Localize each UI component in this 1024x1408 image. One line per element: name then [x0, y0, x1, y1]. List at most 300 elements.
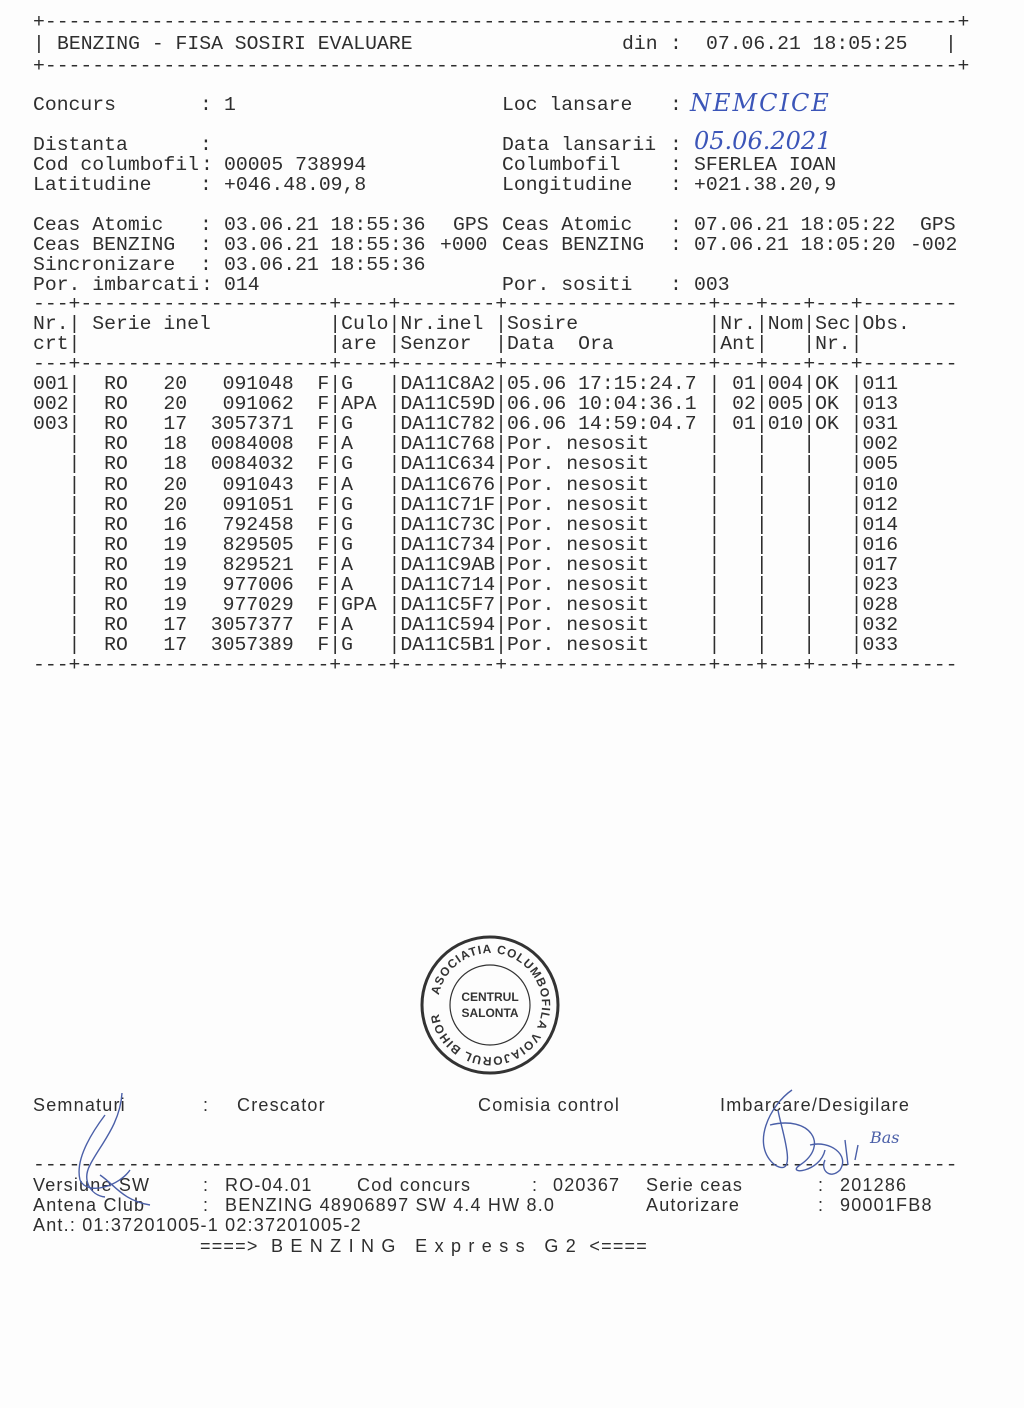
- row-obs: 005: [862, 453, 899, 476]
- column-separator: |: [850, 433, 863, 456]
- row-sex: F: [317, 614, 330, 637]
- row-antenna: 01: [732, 413, 756, 436]
- row-arrival: Por. nesosit: [507, 473, 650, 496]
- colon: :: [670, 154, 682, 176]
- signature-handwritten-text: Bas: [870, 1128, 900, 1147]
- row-year: 20: [163, 373, 188, 395]
- column-separator: |: [495, 453, 507, 476]
- row-arrival: Por. nesosit: [507, 453, 650, 476]
- column-separator: |: [803, 493, 816, 516]
- row-country: RO: [104, 634, 128, 657]
- sincronizare-label: Sincronizare: [33, 254, 176, 276]
- row-arrival: 05.06 17:15:24.7: [507, 373, 697, 395]
- column-separator: |: [68, 453, 81, 476]
- versiune-value: RO-04.01: [225, 1175, 313, 1195]
- row-obs: 028: [862, 594, 899, 617]
- header-nr-ant: Nr.: [720, 313, 756, 335]
- column-separator: |: [329, 533, 342, 556]
- row-sex: F: [317, 413, 330, 436]
- row-arrival: Por. nesosit: [507, 574, 650, 596]
- row-arrival: 06.06 14:59:04.7: [507, 413, 697, 436]
- comisia-control-label: Comisia control: [478, 1095, 621, 1115]
- row-year: 18: [163, 453, 188, 476]
- ceas-atomic-suffix: GPS: [453, 214, 489, 236]
- row-obs: 023: [862, 574, 899, 596]
- column-separator: |: [708, 634, 721, 657]
- column-separator: |: [850, 493, 863, 516]
- row-year: 19: [163, 533, 188, 556]
- column-separator: |: [388, 513, 401, 536]
- column-separator: |: [755, 574, 768, 596]
- column-separator: |: [329, 513, 342, 536]
- row-sex: F: [317, 574, 330, 596]
- ceas-atomic-label: Ceas Atomic: [33, 214, 164, 236]
- latitudine-label: Latitudine: [33, 174, 152, 196]
- colon: :: [200, 134, 212, 156]
- column-separator: |: [495, 553, 507, 576]
- column-separator: |: [850, 313, 863, 335]
- column-separator: |: [388, 373, 401, 395]
- loc-lansare-label: Loc lansare: [502, 94, 633, 116]
- row-country: RO: [104, 493, 128, 516]
- por-imbarcati-value: 014: [224, 274, 260, 296]
- header-nom: Nom: [767, 313, 804, 335]
- column-separator: |: [803, 373, 816, 395]
- colon: :: [532, 1175, 539, 1195]
- row-ring-number: 0084008: [210, 433, 294, 456]
- column-separator: |: [68, 634, 81, 657]
- column-separator: |: [755, 473, 768, 496]
- antena-value: BENZING 48906897 SW 4.4 HW 8.0: [225, 1195, 556, 1215]
- column-separator: |: [329, 333, 342, 355]
- column-separator: |: [495, 413, 507, 436]
- row-color: G: [341, 513, 353, 536]
- signature-imbarcare: [730, 1085, 910, 1195]
- column-separator: |: [495, 594, 507, 617]
- longitudine-label: Longitudine: [502, 174, 633, 196]
- header-serie-inel: Serie inel: [92, 313, 211, 335]
- cod-concurs-label: Cod concurs: [357, 1175, 472, 1195]
- header-nr-inel: Nr.inel: [400, 313, 484, 335]
- row-country: RO: [104, 393, 128, 416]
- data-lansarii-label: Data lansarii: [502, 134, 657, 156]
- row-obs: 031: [862, 413, 899, 436]
- column-separator: |: [329, 553, 342, 576]
- column-separator: |: [850, 553, 863, 576]
- row-sensor: DA11C676: [400, 473, 496, 496]
- column-separator: |: [388, 453, 401, 476]
- row-color: G: [341, 634, 353, 657]
- header-sec: Sec: [815, 313, 851, 335]
- column-separator: |: [68, 553, 81, 576]
- row-arrival: Por. nesosit: [507, 634, 650, 657]
- column-separator: |: [803, 513, 816, 536]
- header-senzor: Senzor: [400, 333, 472, 355]
- column-separator: |: [68, 533, 81, 556]
- row-country: RO: [104, 413, 128, 436]
- column-separator: |: [755, 553, 768, 576]
- column-separator: |: [850, 413, 863, 436]
- row-arrival: Por. nesosit: [507, 493, 650, 516]
- column-separator: |: [755, 393, 768, 416]
- row-sex: F: [317, 634, 330, 657]
- column-separator: |: [388, 634, 401, 657]
- row-color: G: [341, 453, 353, 476]
- row-ring-number: 091048: [222, 373, 294, 395]
- colon: :: [200, 94, 212, 116]
- column-separator: |: [803, 574, 816, 596]
- header-sec-nr: Nr.: [815, 333, 851, 355]
- column-separator: |: [68, 433, 81, 456]
- row-country: RO: [104, 614, 128, 637]
- cod-columbofil-label: Cod columbofil: [33, 154, 199, 176]
- row-year: 20: [163, 393, 188, 416]
- column-separator: |: [803, 313, 816, 335]
- column-separator: |: [68, 313, 81, 335]
- row-obs: 013: [862, 393, 899, 416]
- row-sex: F: [317, 373, 330, 395]
- row-ring-number: 091043: [222, 473, 294, 496]
- colon: :: [200, 214, 212, 236]
- column-separator: |: [68, 393, 81, 416]
- row-color: G: [341, 533, 353, 556]
- row-country: RO: [104, 553, 128, 576]
- row-obs: 012: [862, 493, 899, 516]
- row-year: 20: [163, 493, 188, 516]
- column-separator: |: [708, 413, 721, 436]
- header-sosire: Sosire: [507, 313, 579, 335]
- row-ring-number: 091051: [222, 493, 294, 516]
- row-country: RO: [104, 574, 128, 596]
- header-obs: Obs.: [862, 313, 910, 335]
- row-nr: 003: [33, 413, 69, 436]
- column-separator: |: [850, 453, 863, 476]
- colon: :: [818, 1175, 825, 1195]
- stamp-outer-text: ASOCIATIA COLUMBOFILA VOIAJORUL BIHOR: [427, 941, 554, 1069]
- column-separator: |: [495, 473, 507, 496]
- column-separator: |: [388, 594, 401, 617]
- header-crt: crt: [33, 333, 69, 355]
- column-separator: |: [329, 493, 342, 516]
- row-sensor: DA11C9AB: [400, 553, 496, 576]
- row-antenna: 02: [732, 393, 756, 416]
- row-sex: F: [317, 393, 330, 416]
- row-color: GPA: [341, 594, 377, 617]
- ceas-benzing-label: Ceas BENZING: [502, 234, 645, 256]
- colon: :: [203, 1095, 210, 1115]
- crescator-label: Crescator: [237, 1095, 326, 1115]
- row-sensor: DA11C73C: [400, 513, 496, 536]
- row-arrival: 06.06 10:04:36.1: [507, 393, 697, 416]
- column-separator: |: [495, 433, 507, 456]
- column-separator: |: [329, 614, 342, 637]
- row-color: APA: [341, 393, 377, 416]
- row-country: RO: [104, 594, 128, 617]
- column-separator: |: [755, 493, 768, 516]
- row-antenna: 01: [732, 373, 756, 395]
- column-separator: |: [850, 333, 863, 355]
- column-separator: |: [850, 634, 863, 657]
- colon: :: [200, 234, 212, 256]
- row-sensor: DA11C5B1: [400, 634, 496, 657]
- row-year: 20: [163, 473, 188, 496]
- ceas-benzing-value: 03.06.21 18:55:36: [224, 234, 426, 256]
- row-obs: 017: [862, 553, 899, 576]
- row-year: 17: [163, 614, 188, 637]
- column-separator: |: [495, 393, 507, 416]
- column-separator: |: [329, 373, 342, 395]
- column-separator: |: [388, 533, 401, 556]
- svg-text:ASOCIATIA COLUMBOFILA VOIAJORU: [428, 942, 553, 1068]
- row-sensor: DA11C768: [400, 433, 496, 456]
- column-separator: |: [388, 333, 401, 355]
- column-separator: |: [495, 513, 507, 536]
- row-nom: 010: [767, 413, 804, 436]
- column-separator: |: [803, 553, 816, 576]
- row-ring-number: 091062: [222, 393, 294, 416]
- column-separator: |: [803, 533, 816, 556]
- document-title: BENZING - FISA SOSIRI EVALUARE: [57, 33, 413, 55]
- signature-crescator: [60, 1085, 170, 1215]
- column-separator: |: [850, 373, 863, 395]
- row-year: 19: [163, 594, 188, 617]
- row-color: G: [341, 373, 353, 395]
- column-separator: |: [388, 574, 401, 596]
- row-country: RO: [104, 473, 128, 496]
- colon: :: [201, 274, 213, 296]
- row-ring-number: 977029: [222, 594, 294, 617]
- column-separator: |: [755, 453, 768, 476]
- colon: :: [670, 234, 682, 256]
- row-color: A: [341, 473, 353, 496]
- row-arrival: Por. nesosit: [507, 594, 650, 617]
- row-sex: F: [317, 493, 330, 516]
- column-separator: |: [755, 533, 768, 556]
- column-separator: |: [68, 373, 81, 395]
- column-separator: |: [850, 513, 863, 536]
- column-separator: |: [755, 594, 768, 617]
- colon: :: [670, 274, 682, 296]
- colon: :: [670, 214, 682, 236]
- ceas-benzing-label: Ceas BENZING: [33, 234, 176, 256]
- column-separator: |: [803, 413, 816, 436]
- row-sensor: DA11C59D: [400, 393, 496, 416]
- row-obs: 002: [862, 433, 899, 456]
- row-year: 19: [163, 574, 188, 596]
- column-separator: |: [708, 453, 721, 476]
- row-country: RO: [104, 533, 128, 556]
- row-sensor: DA11C5F7: [400, 594, 496, 617]
- imbarcare-label: Imbarcare/Desigilare: [720, 1095, 911, 1115]
- distanta-label: Distanta: [33, 134, 128, 156]
- row-ring-number: 829521: [222, 553, 294, 576]
- row-obs: 014: [862, 513, 899, 536]
- column-separator: |: [755, 614, 768, 637]
- din-value: 07.06.21 18:05:25: [706, 33, 908, 55]
- column-separator: |: [803, 333, 816, 355]
- column-separator: |: [329, 413, 342, 436]
- row-nom: 004: [767, 373, 804, 395]
- colon: :: [203, 1195, 210, 1215]
- column-separator: |: [68, 594, 81, 617]
- column-separator: |: [68, 333, 81, 355]
- column-separator: |: [329, 634, 342, 657]
- column-separator: |: [495, 533, 507, 556]
- ceas-benzing-suffix: +000: [440, 234, 488, 256]
- por-sositi-value: 003: [694, 274, 730, 296]
- row-country: RO: [104, 453, 128, 476]
- row-obs: 016: [862, 533, 899, 556]
- column-separator: |: [495, 313, 507, 335]
- column-separator: |: [329, 453, 342, 476]
- table-header-border: ---+---------------------+----+--------+-----------------+---+---+---+--------: [33, 353, 958, 375]
- column-separator: |: [803, 634, 816, 657]
- row-nr: 001: [33, 373, 69, 395]
- row-sensor: DA11C714: [400, 574, 496, 596]
- row-arrival: Por. nesosit: [507, 513, 650, 536]
- data-lansarii-handwritten: 05.06.2021: [694, 127, 832, 155]
- benzing-express-banner: ====> B E N Z I N G E x p r e s s G 2 <====: [200, 1236, 648, 1256]
- colon: :: [203, 1175, 210, 1195]
- columbofil-value: SFERLEA IOAN: [694, 154, 837, 176]
- colon: :: [200, 174, 212, 196]
- column-separator: |: [495, 614, 507, 637]
- latitudine-value: +046.48.09,8: [224, 174, 367, 196]
- column-separator: |: [708, 393, 721, 416]
- row-color: G: [341, 413, 353, 436]
- column-separator: |: [708, 533, 721, 556]
- antena-label: Antena Club: [33, 1195, 146, 1215]
- column-separator: |: [708, 333, 721, 355]
- serie-ceas-label: Serie ceas: [646, 1175, 744, 1195]
- ceas-atomic-value: 03.06.21 18:55:36: [224, 214, 426, 236]
- row-color: A: [341, 433, 353, 456]
- table-border-top: ---+---------------------+----+--------+-----------------+---+---+---+--------: [33, 293, 958, 315]
- column-separator: |: [803, 453, 816, 476]
- row-nom: 005: [767, 393, 804, 416]
- column-separator: |: [388, 473, 401, 496]
- row-year: 17: [163, 634, 188, 657]
- colon: :: [818, 1195, 825, 1215]
- column-separator: |: [329, 313, 342, 335]
- header-border-left: |: [33, 33, 45, 55]
- column-separator: |: [495, 574, 507, 596]
- row-ring-number: 3057371: [210, 413, 294, 436]
- row-country: RO: [104, 513, 128, 536]
- column-separator: |: [850, 594, 863, 617]
- row-ring-number: 977006: [222, 574, 294, 596]
- header-nr: Nr.: [33, 313, 69, 335]
- column-separator: |: [708, 433, 721, 456]
- antenna-ids: Ant.: 01:37201005-1 02:37201005-2: [33, 1215, 362, 1235]
- row-sec: OK: [815, 393, 839, 416]
- column-separator: |: [68, 574, 81, 596]
- row-arrival: Por. nesosit: [507, 533, 650, 556]
- ceas-atomic-value: 07.06.21 18:05:22: [694, 214, 896, 236]
- column-separator: |: [755, 373, 768, 395]
- column-separator: |: [68, 614, 81, 637]
- column-separator: |: [495, 634, 507, 657]
- row-sensor: DA11C634: [400, 453, 496, 476]
- column-separator: |: [850, 574, 863, 596]
- colon: :: [670, 94, 682, 116]
- column-separator: |: [68, 413, 81, 436]
- row-country: RO: [104, 373, 128, 395]
- column-separator: |: [329, 393, 342, 416]
- header-culoare: Culo: [341, 313, 389, 335]
- column-separator: |: [329, 574, 342, 596]
- row-sex: F: [317, 513, 330, 536]
- signature-divider: ------------------------------------------------------------------------------: [33, 1154, 958, 1176]
- column-separator: |: [803, 433, 816, 456]
- din-label: din: [622, 33, 658, 55]
- row-sex: F: [317, 594, 330, 617]
- por-sositi-label: Por. sositi: [502, 274, 633, 296]
- columbofil-label: Columbofil: [502, 154, 621, 176]
- row-sex: F: [317, 533, 330, 556]
- column-separator: |: [803, 393, 816, 416]
- column-separator: |: [329, 473, 342, 496]
- autorizare-label: Autorizare: [646, 1195, 741, 1215]
- row-sex: F: [317, 553, 330, 576]
- row-sensor: DA11C594: [400, 614, 496, 637]
- column-separator: |: [329, 594, 342, 617]
- row-obs: 010: [862, 473, 899, 496]
- row-ring-number: 792458: [222, 513, 294, 536]
- row-obs: 032: [862, 614, 899, 637]
- cod-concurs-value: 020367: [553, 1175, 621, 1195]
- column-separator: |: [755, 634, 768, 657]
- row-obs: 033: [862, 634, 899, 657]
- column-separator: |: [708, 473, 721, 496]
- row-sensor: DA11C71F: [400, 493, 496, 516]
- sincronizare-value: 03.06.21 18:55:36: [224, 254, 426, 276]
- stamp-inner-text-1: CENTRUL: [461, 990, 519, 1004]
- column-separator: |: [388, 433, 401, 456]
- row-arrival: Por. nesosit: [507, 553, 650, 576]
- colon: :: [670, 174, 682, 196]
- row-ring-number: 3057389: [210, 634, 294, 657]
- concurs-value: 1: [224, 94, 236, 116]
- stamp-inner-text-2: SALONTA: [461, 1006, 519, 1020]
- row-ring-number: 0084032: [210, 453, 294, 476]
- row-sensor: DA11C782: [400, 413, 496, 436]
- ceas-benzing-suffix: -002: [910, 234, 958, 256]
- column-separator: |: [495, 493, 507, 516]
- column-separator: |: [708, 313, 721, 335]
- column-separator: |: [755, 513, 768, 536]
- row-sex: F: [317, 453, 330, 476]
- column-separator: |: [68, 493, 81, 516]
- row-sex: F: [317, 473, 330, 496]
- column-separator: |: [68, 513, 81, 536]
- row-sex: F: [317, 433, 330, 456]
- row-obs: 011: [862, 373, 899, 395]
- row-color: A: [341, 574, 353, 596]
- colon: :: [200, 254, 212, 276]
- column-separator: |: [755, 333, 768, 355]
- row-sensor: DA11C8A2: [400, 373, 496, 395]
- column-separator: |: [708, 373, 721, 395]
- autorizare-value: 90001FB8: [840, 1195, 933, 1215]
- row-sensor: DA11C734: [400, 533, 496, 556]
- column-separator: |: [708, 614, 721, 637]
- cod-columbofil-value: 00005 738994: [224, 154, 367, 176]
- header-border-top: +-----------------------------------------------------------------------------+: [33, 11, 970, 33]
- row-color: G: [341, 493, 353, 516]
- column-separator: |: [850, 614, 863, 637]
- column-separator: |: [388, 493, 401, 516]
